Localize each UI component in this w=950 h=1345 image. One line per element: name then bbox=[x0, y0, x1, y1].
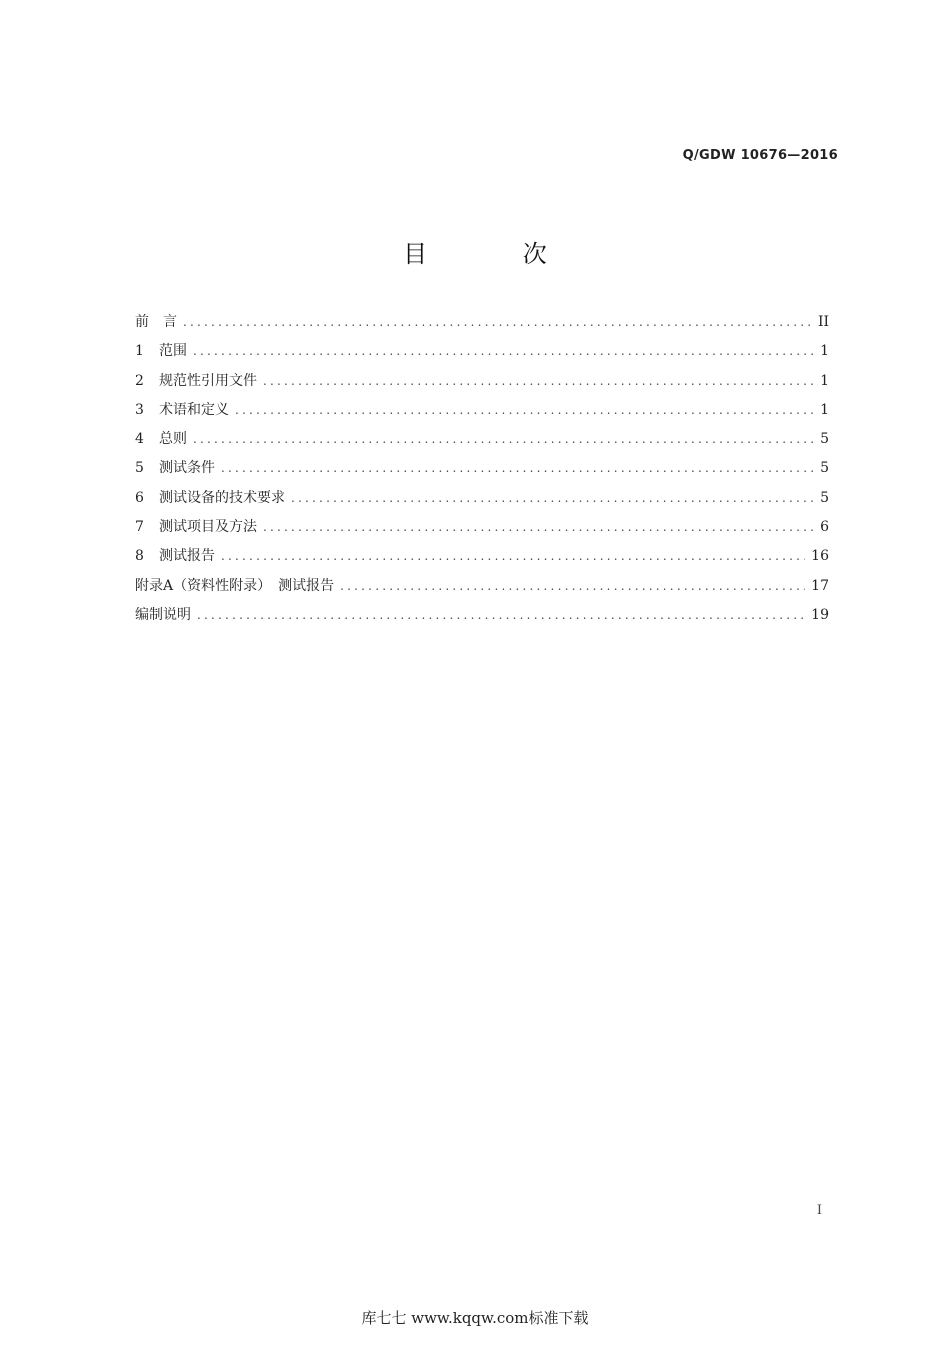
toc-entry-page: 1 bbox=[820, 372, 829, 389]
toc-entry-label: 总则 bbox=[159, 431, 187, 448]
toc-entry-page: 5 bbox=[820, 460, 829, 477]
toc-entry-6[interactable] bbox=[135, 484, 829, 513]
toc-dot-leader bbox=[291, 484, 814, 513]
toc-entry-label: 测试项目及方法 bbox=[159, 519, 257, 536]
toc-entry-page: 16 bbox=[811, 548, 829, 565]
toc-entry-number: 7 bbox=[135, 519, 144, 536]
toc-dot-leader bbox=[263, 367, 814, 396]
toc-entry-8[interactable] bbox=[135, 542, 829, 571]
toc-entry-1[interactable] bbox=[135, 337, 829, 366]
toc-entry-number: 8 bbox=[135, 548, 144, 565]
toc-entry-page: 5 bbox=[820, 431, 829, 448]
toc-entry-number: 6 bbox=[135, 489, 144, 506]
toc-entry-appendix-a[interactable] bbox=[135, 572, 829, 601]
toc-entry-compilation-notes[interactable] bbox=[135, 601, 829, 630]
toc-entry-label: 规范性引用文件 bbox=[159, 372, 257, 389]
toc-dot-leader bbox=[340, 572, 805, 601]
toc-entry-4[interactable] bbox=[135, 425, 829, 454]
toc-entry-label: 范围 bbox=[159, 343, 187, 360]
toc-dot-leader bbox=[235, 396, 814, 425]
toc-entry-page: 5 bbox=[820, 489, 829, 506]
toc-entry-page: 19 bbox=[811, 606, 829, 623]
toc-dot-leader bbox=[197, 601, 805, 630]
toc-dot-leader bbox=[193, 425, 814, 454]
toc-dot-leader bbox=[193, 337, 814, 366]
toc-entry-number: 3 bbox=[135, 401, 144, 418]
toc-entry-label: 编制说明 bbox=[135, 606, 191, 623]
toc-entry-page: 6 bbox=[820, 519, 829, 536]
watermark: 库七七 www.kqqw.com标准下载 bbox=[361, 1309, 589, 1327]
toc-entry-5[interactable] bbox=[135, 454, 829, 483]
toc-entry-label: 测试设备的技术要求 bbox=[159, 489, 285, 506]
toc-entry-page: II bbox=[817, 314, 829, 330]
document-code: Q/GDW 10676—2016 bbox=[682, 148, 838, 163]
toc-entry-number: 5 bbox=[135, 460, 144, 477]
toc-entry-7[interactable] bbox=[135, 513, 829, 542]
toc-entry-number: 4 bbox=[135, 431, 144, 448]
toc-entry-label: 前 言 bbox=[135, 314, 177, 330]
toc-entry-2[interactable] bbox=[135, 367, 829, 396]
toc-entry-label: 附录A（资料性附录） 测试报告 bbox=[135, 577, 335, 594]
toc-entry-label: 术语和定义 bbox=[159, 401, 229, 418]
toc-entry-label: 测试报告 bbox=[159, 548, 215, 565]
toc-entry-page: 17 bbox=[811, 577, 829, 594]
toc-title: 目 次 bbox=[403, 240, 591, 268]
toc-entry-3[interactable] bbox=[135, 396, 829, 425]
toc-entry-label: 测试条件 bbox=[159, 460, 215, 477]
toc-entry-page: 1 bbox=[820, 401, 829, 418]
toc-dot-leader bbox=[183, 308, 812, 337]
toc-dot-leader bbox=[221, 542, 805, 571]
toc-dot-leader bbox=[263, 513, 814, 542]
toc-entry-foreword[interactable] bbox=[135, 308, 829, 337]
table-of-contents bbox=[135, 308, 829, 630]
toc-entry-number: 2 bbox=[135, 372, 144, 389]
toc-dot-leader bbox=[221, 454, 814, 483]
toc-entry-number: 1 bbox=[135, 343, 144, 360]
toc-entry-page: 1 bbox=[820, 343, 829, 360]
page-number: I bbox=[816, 1203, 822, 1218]
